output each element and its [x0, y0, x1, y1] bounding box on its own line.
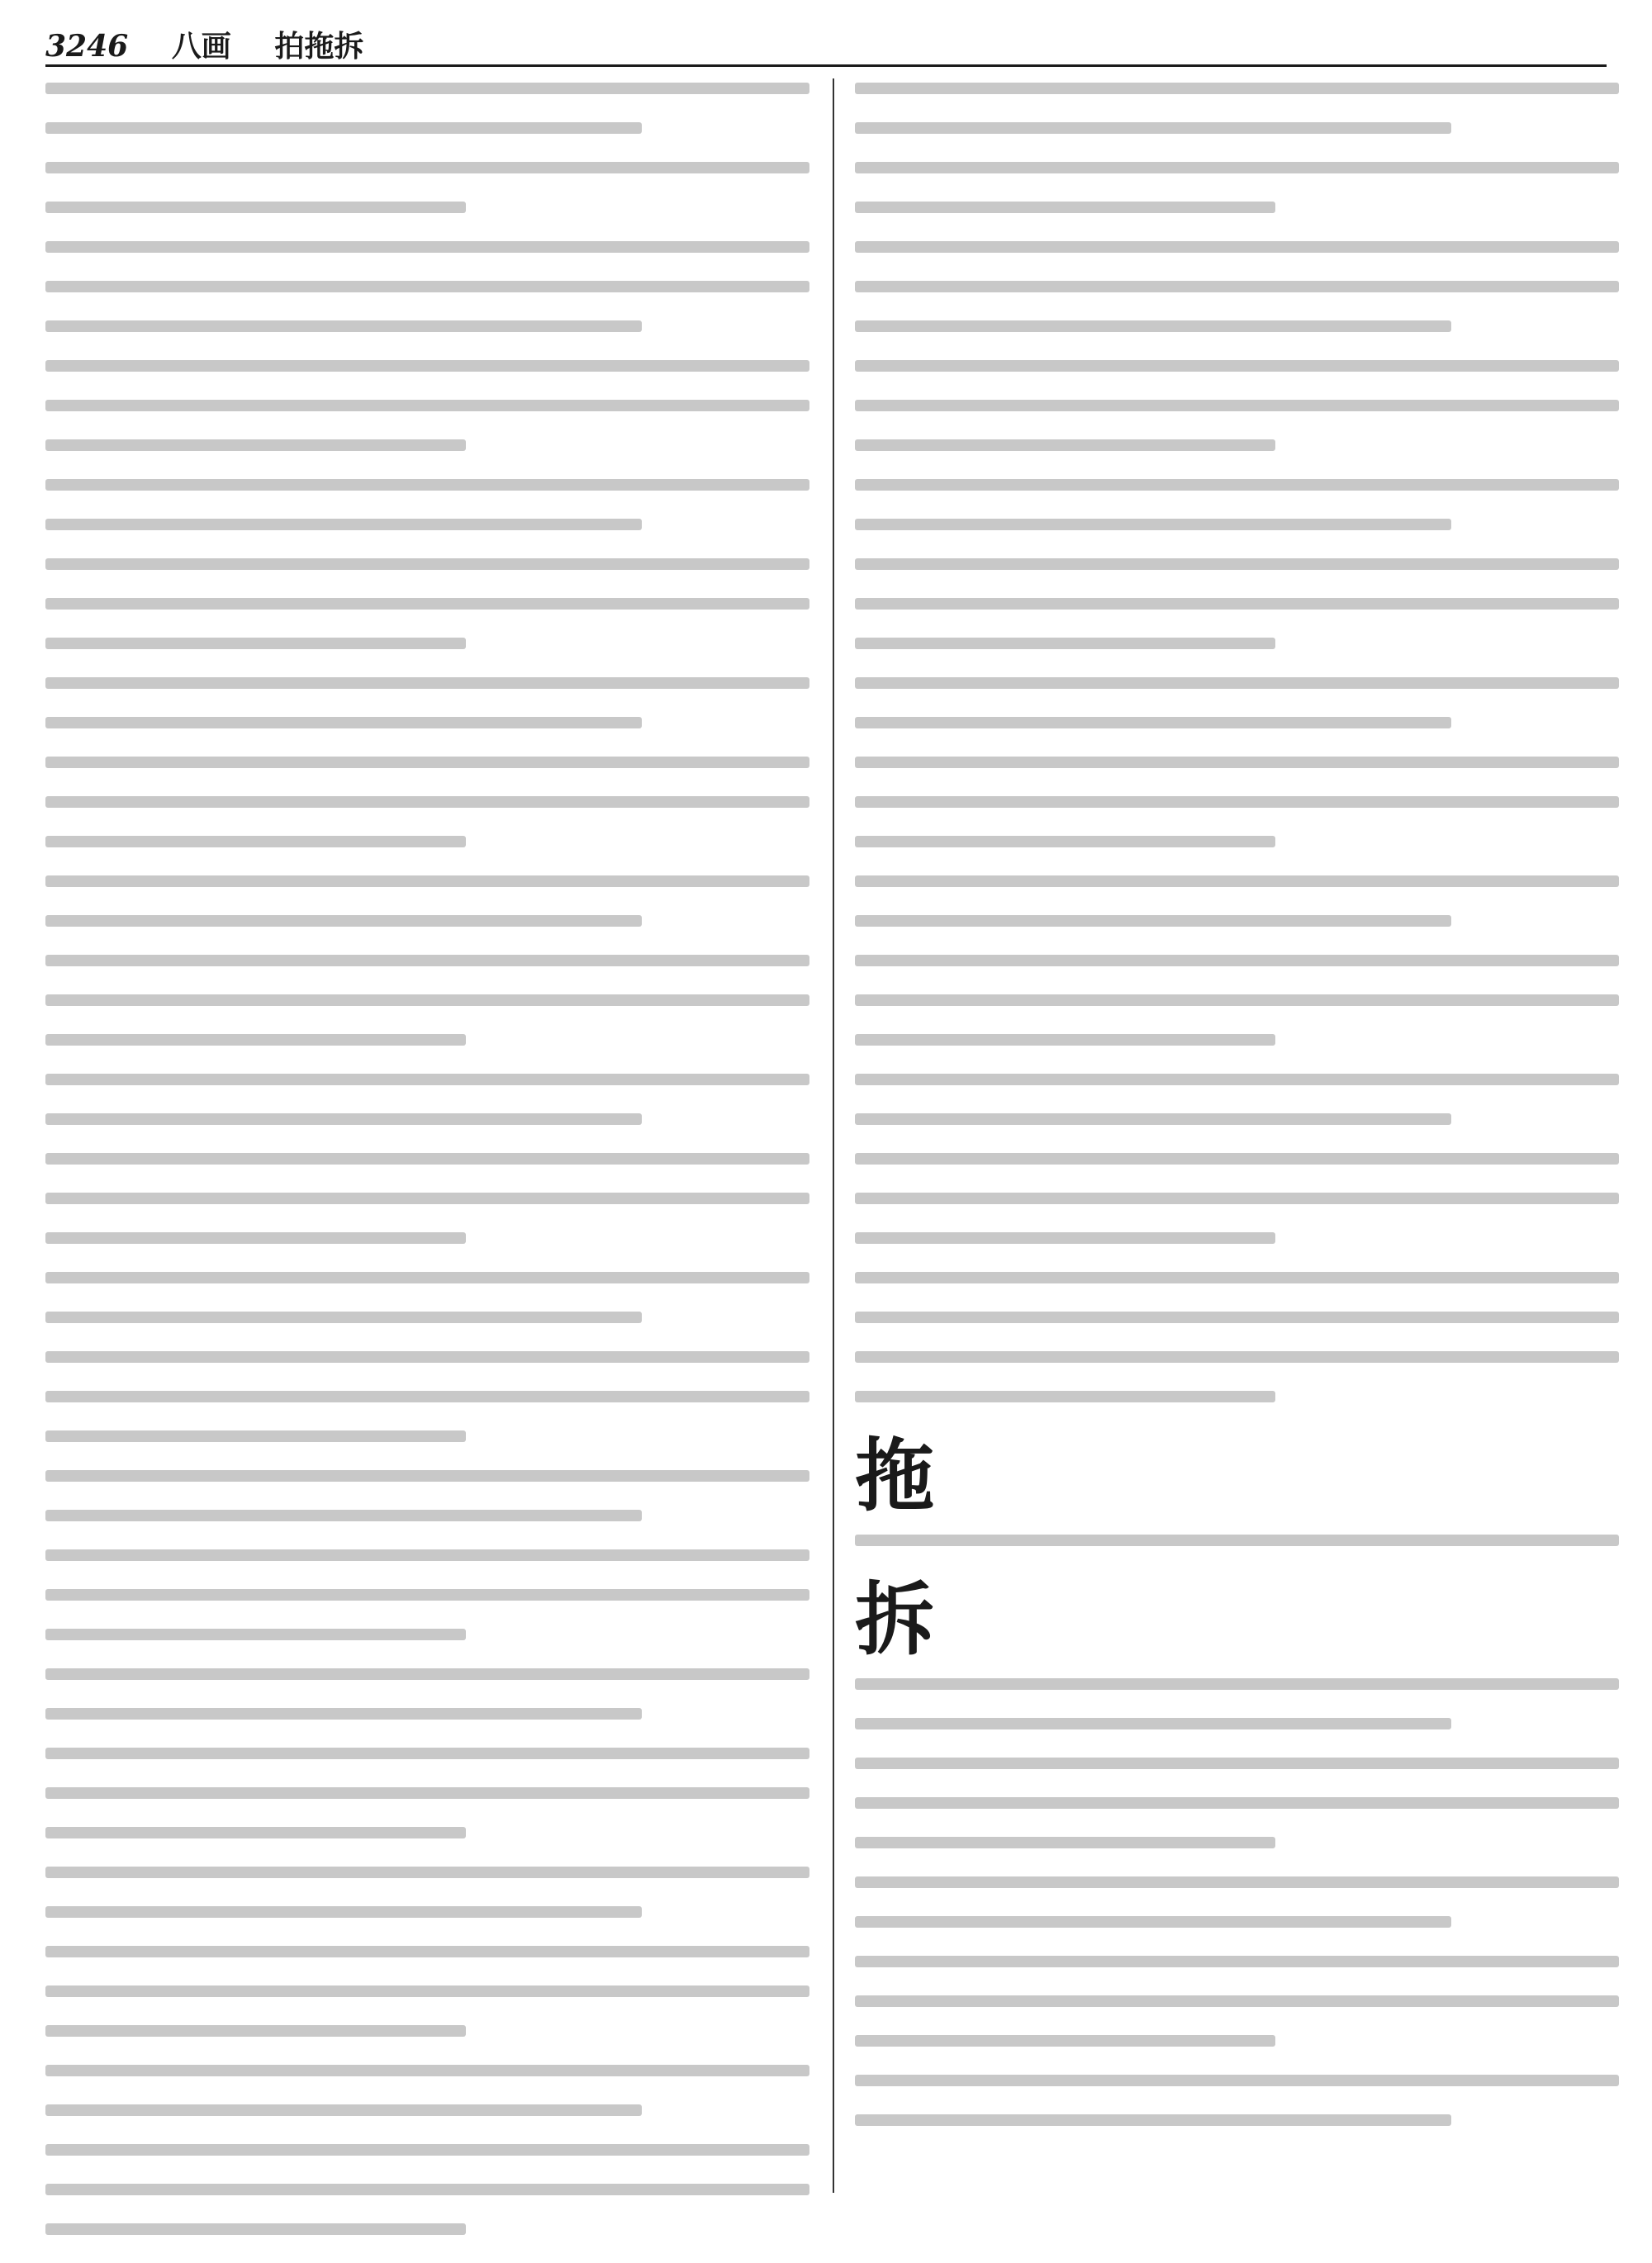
text-line	[855, 1272, 1619, 1283]
text-line	[855, 717, 1451, 728]
text-line	[855, 558, 1619, 570]
text-line	[45, 519, 642, 530]
text-line	[45, 1232, 466, 1244]
text-line	[855, 1837, 1275, 1848]
text-line	[855, 1916, 1451, 1928]
header-chars: 拍拖拆	[274, 29, 364, 64]
text-line	[855, 1312, 1619, 1323]
text-line	[855, 955, 1619, 966]
text-line	[45, 479, 809, 491]
text-line	[45, 638, 466, 649]
page-number: 3246	[45, 29, 129, 64]
text-line	[855, 836, 1275, 847]
text-line	[855, 1535, 1619, 1546]
text-line	[45, 1629, 466, 1640]
text-line	[855, 83, 1619, 94]
text-line	[45, 2184, 809, 2195]
text-line	[45, 994, 809, 1006]
text-line	[45, 1470, 809, 1482]
text-line	[45, 400, 809, 411]
text-line	[45, 1668, 809, 1680]
text-line	[45, 1034, 466, 1046]
text-line	[45, 1430, 466, 1442]
text-line	[855, 1153, 1619, 1165]
text-line	[855, 519, 1451, 530]
text-line	[855, 1797, 1619, 1809]
text-line	[45, 1153, 809, 1165]
text-line	[855, 281, 1619, 292]
text-line	[855, 875, 1619, 887]
text-line	[45, 1351, 809, 1363]
text-line	[45, 757, 809, 768]
text-line	[45, 1510, 642, 1521]
text-line	[45, 1113, 642, 1125]
headword-tuo: 拖	[855, 1429, 934, 1522]
page-header	[45, 23, 1607, 67]
text-line	[45, 2025, 466, 2037]
text-line	[855, 122, 1451, 134]
text-line	[45, 439, 466, 451]
text-line	[45, 955, 809, 966]
text-line	[45, 915, 642, 927]
column-divider	[833, 78, 834, 2193]
text-line	[855, 241, 1619, 253]
text-line	[855, 1391, 1275, 1402]
text-line	[45, 1946, 809, 1957]
text-line	[855, 638, 1275, 649]
text-line	[855, 677, 1619, 689]
text-line	[45, 598, 809, 610]
text-line	[855, 1113, 1451, 1125]
text-line	[45, 677, 809, 689]
text-line	[855, 598, 1619, 610]
text-line	[855, 915, 1451, 927]
text-line	[855, 1074, 1619, 1085]
text-line	[855, 1034, 1275, 1046]
text-line	[855, 757, 1619, 768]
text-line	[45, 1867, 809, 1878]
text-line	[45, 836, 466, 847]
text-line	[45, 1827, 466, 1838]
text-line	[855, 1351, 1619, 1363]
text-line	[855, 1718, 1451, 1729]
text-line	[855, 320, 1451, 332]
section-label: 八画	[171, 29, 231, 64]
text-line	[855, 400, 1619, 411]
text-line	[45, 717, 642, 728]
text-line	[855, 1956, 1619, 1967]
text-line	[45, 1272, 809, 1283]
text-line	[45, 2065, 809, 2076]
text-line	[855, 1678, 1619, 1690]
text-line	[45, 202, 466, 213]
headword-chai: 拆	[855, 1573, 934, 1666]
text-line	[855, 1232, 1275, 1244]
right-column	[855, 83, 1619, 2154]
text-line	[45, 1985, 809, 1997]
text-line	[45, 796, 809, 808]
text-line	[855, 1758, 1619, 1769]
text-line	[45, 1391, 809, 1402]
text-line	[45, 875, 809, 887]
text-line	[45, 1193, 809, 1204]
text-line	[45, 2104, 642, 2116]
text-line	[45, 1906, 642, 1918]
text-line	[855, 796, 1619, 808]
text-line	[45, 320, 642, 332]
text-line	[855, 202, 1275, 213]
text-line	[45, 1589, 809, 1601]
text-line	[45, 1549, 809, 1561]
text-line	[855, 1995, 1619, 2007]
text-line	[45, 2144, 809, 2156]
text-line	[855, 994, 1619, 1006]
text-line	[45, 162, 809, 173]
text-line	[855, 1876, 1619, 1888]
text-line	[45, 2223, 466, 2235]
text-line	[45, 1074, 809, 1085]
text-line	[855, 360, 1619, 372]
text-line	[855, 162, 1619, 173]
text-line	[45, 122, 642, 134]
text-line	[45, 1748, 809, 1759]
text-line	[45, 83, 809, 94]
text-line	[855, 439, 1275, 451]
text-line	[855, 2035, 1275, 2047]
text-line	[45, 281, 809, 292]
text-line	[45, 1312, 642, 1323]
text-line	[855, 479, 1619, 491]
left-column	[45, 83, 809, 2263]
text-line	[45, 241, 809, 253]
text-line	[45, 360, 809, 372]
text-line	[855, 2075, 1619, 2086]
text-line	[855, 2114, 1451, 2126]
text-line	[45, 1787, 809, 1799]
text-line	[45, 1708, 642, 1720]
text-line	[45, 558, 809, 570]
text-line	[855, 1193, 1619, 1204]
